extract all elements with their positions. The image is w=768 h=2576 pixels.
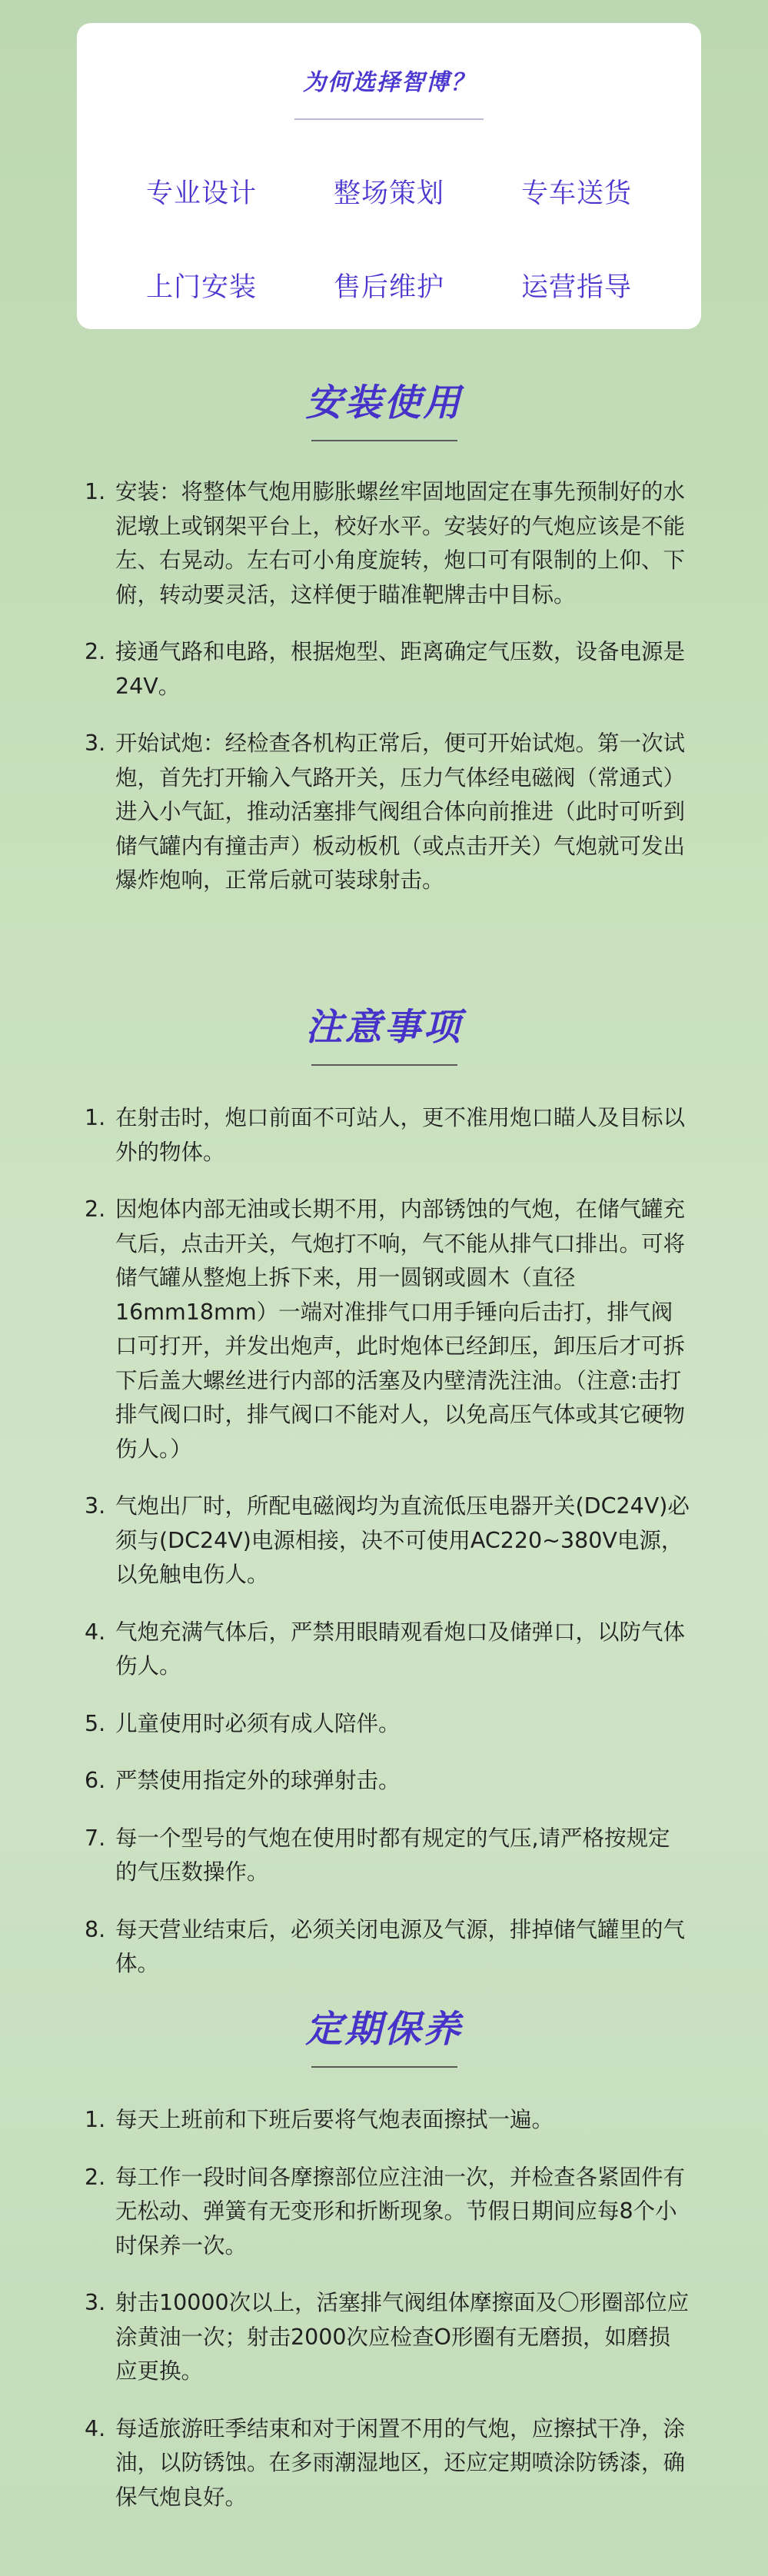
item-text: 开始试炮：经检查各机构正常后，便可开始试炮。第一次试炮，首先打开输入气路开关，压力气体经电磁阀（常通式）进入小气缸，推动活塞排气阀组合体向前推进（此时可听到储气罐内有撞击声）板动板机（或点击开关）气炮就可发出爆炸炮响，正常后就可装球射击。 bbox=[115, 731, 686, 893]
item-number: 8. bbox=[85, 1916, 106, 1942]
why-choose-card bbox=[77, 23, 701, 329]
list-item bbox=[85, 1707, 692, 1742]
list-item bbox=[85, 2161, 692, 2264]
list-item bbox=[85, 1489, 692, 1593]
install-title: 安装使用 bbox=[305, 381, 463, 424]
item-text: 在射击时，炮口前面不可站人，更不准用炮口瞄人及目标以外的物体。 bbox=[115, 1105, 686, 1165]
service-installation: 上门安装 bbox=[145, 272, 257, 303]
list-item bbox=[85, 2286, 692, 2389]
list-item bbox=[85, 1913, 692, 1982]
title-divider bbox=[294, 118, 484, 120]
service-planning: 整场策划 bbox=[333, 178, 444, 209]
notice-title: 注意事项 bbox=[305, 1006, 463, 1049]
item-number: 5. bbox=[85, 1710, 106, 1736]
item-number: 3. bbox=[85, 731, 106, 756]
services-grid bbox=[77, 152, 701, 340]
list-item bbox=[85, 475, 692, 612]
list-item bbox=[85, 1822, 692, 1890]
service-after-sales: 售后维护 bbox=[333, 272, 444, 303]
install-list bbox=[85, 475, 692, 921]
item-number: 4. bbox=[85, 2415, 106, 2441]
item-text: 每工作一段时间各摩擦部位应注油一次，并检查各紧固件有无松动、弹簧有无变形和折断现象。节假日期间应每8个小时保养一次。 bbox=[115, 2164, 686, 2258]
list-item bbox=[85, 2103, 692, 2138]
item-text: 每适旅游旺季结束和对于闲置不用的气炮，应擦拭干净，涂油，以防锈蚀。在多雨潮湿地区，还应定期喷涂防锈漆，确保气炮良好。 bbox=[115, 2415, 686, 2510]
item-number: 1. bbox=[85, 2107, 106, 2132]
maintenance-divider bbox=[311, 2066, 457, 2068]
item-text: 每天上班前和下班后要将气炮表面擦拭一遍。 bbox=[115, 2107, 554, 2132]
service-operation-guide: 运营指导 bbox=[520, 272, 632, 303]
item-text: 接通气路和电路，根据炮型、距离确定气压数，设备电源是24V。 bbox=[115, 639, 686, 699]
maintenance-list bbox=[85, 2103, 692, 2538]
notice-section-header bbox=[0, 997, 768, 1066]
install-section-header bbox=[0, 373, 768, 441]
item-number: 1. bbox=[85, 479, 106, 504]
item-text: 严禁使用指定外的球弹射击。 bbox=[115, 1768, 401, 1793]
item-number: 2. bbox=[85, 1196, 106, 1222]
item-text: 儿童使用时必须有成人陪伴。 bbox=[115, 1710, 401, 1736]
item-number: 7. bbox=[85, 1825, 106, 1851]
item-number: 3. bbox=[85, 2290, 106, 2315]
list-item bbox=[85, 1193, 692, 1466]
item-number: 2. bbox=[85, 2164, 106, 2190]
why-choose-title: 为何选择智博？ bbox=[303, 69, 475, 96]
item-number: 6. bbox=[85, 1768, 106, 1793]
list-item bbox=[85, 1764, 692, 1799]
list-item bbox=[85, 1616, 692, 1684]
item-number: 3. bbox=[85, 1493, 106, 1519]
item-text: 安装：将整体气炮用膨胀螺丝牢固地固定在事先预制好的水泥墩上或钢架平台上，校好水平。安装好的气炮应该是不能左、右晃动。左右可小角度旋转，炮口可有限制的上仰、下俯，转动要灵活，这样便于瞄准靶牌击中目标。 bbox=[115, 479, 686, 607]
item-number: 2. bbox=[85, 639, 106, 664]
list-item bbox=[85, 1101, 692, 1170]
item-text: 每一个型号的气炮在使用时都有规定的气压,请严格按规定的气压数操作。 bbox=[115, 1825, 670, 1885]
item-number: 4. bbox=[85, 1619, 106, 1645]
item-text: 每天营业结束后，必须关闭电源及气源，排掉储气罐里的气体。 bbox=[115, 1916, 686, 1976]
item-number: 1. bbox=[85, 1105, 106, 1130]
notice-list bbox=[85, 1101, 692, 2005]
install-divider bbox=[311, 440, 457, 441]
list-item bbox=[85, 2412, 692, 2515]
notice-divider bbox=[311, 1064, 457, 1066]
item-text: 因炮体内部无油或长期不用，内部锈蚀的气炮，在储气罐充气后，点击开关，气炮打不响，气不能从排气口排出。可将储气罐从整炮上拆下来，用一圆钢或圆木（直径16mm18mm）一端对准排气口用手锤向后击打，排气阀口可打开，并发出炮声，此时炮体已经卸压，卸压后才可拆下后盖大螺丝进行内部的活塞及内壁清洗注油。（注意:击打排气阀口时，排气阀口不能对人，以免高压气体或其它硬物伤人。） bbox=[115, 1196, 686, 1462]
service-delivery: 专车送货 bbox=[520, 178, 632, 209]
item-text: 射击10000次以上，活塞排气阀组体摩擦面及〇形圈部位应涂黄油一次；射击2000次应检查O形圈有无磨损，如磨损应更换。 bbox=[115, 2290, 690, 2384]
list-item bbox=[85, 727, 692, 898]
service-design: 专业设计 bbox=[145, 178, 257, 209]
item-text: 气炮充满气体后，严禁用眼睛观看炮口及储弹口，以防气体伤人。 bbox=[115, 1619, 686, 1679]
item-text: 气炮出厂时，所配电磁阀均为直流低压电器开关(DC24V)必须与(DC24V)电源相接，决不可使用AC220~380V电源，以免触电伤人。 bbox=[115, 1493, 690, 1587]
maintenance-title: 定期保养 bbox=[305, 2008, 463, 2051]
list-item bbox=[85, 635, 692, 704]
maintenance-section-header bbox=[0, 1999, 768, 2068]
